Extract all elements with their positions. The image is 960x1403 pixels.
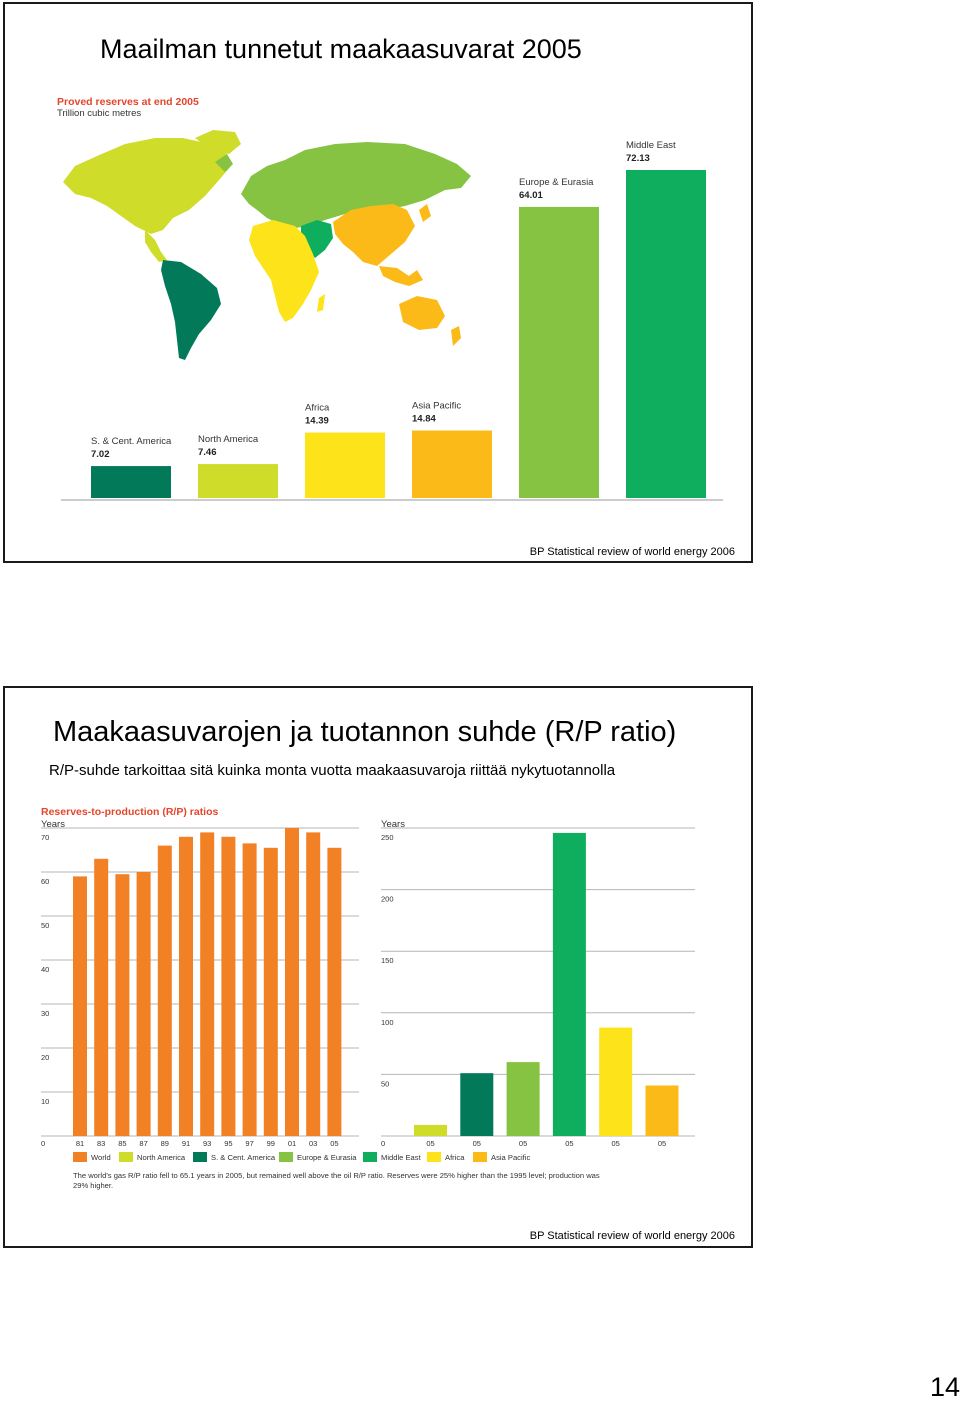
slide-title: Maailman tunnetut maakaasuvarat 2005 xyxy=(100,34,582,64)
x-tick-label: 97 xyxy=(245,1139,254,1148)
y-tick-label: 150 xyxy=(381,956,394,966)
slide-reserves xyxy=(3,2,753,563)
bar xyxy=(264,848,278,1136)
bar xyxy=(306,832,320,1136)
x-tick-label: 89 xyxy=(160,1139,169,1148)
x-tick-label: 05 xyxy=(518,1139,528,1148)
bar xyxy=(412,431,492,498)
legend-swatch xyxy=(119,1152,133,1162)
y-tick-label: 100 xyxy=(381,1017,394,1027)
y-tick-label: 70 xyxy=(41,833,50,842)
reserves-chart xyxy=(5,4,751,529)
bar xyxy=(221,837,235,1136)
y-tick-label: 200 xyxy=(381,894,394,904)
value-label: 14.84 xyxy=(412,413,436,425)
y-tick-label: 0 xyxy=(381,1139,386,1148)
bar xyxy=(179,837,193,1136)
legend-swatch xyxy=(279,1152,293,1162)
page-number: 14 xyxy=(930,1372,960,1402)
left-axis-label: Years xyxy=(41,819,65,830)
legend-label: Europe & Eurasia xyxy=(297,1153,357,1162)
x-tick-label: 99 xyxy=(266,1139,275,1148)
value-label: 7.46 xyxy=(198,447,217,459)
bar xyxy=(460,1073,493,1136)
category-label: S. & Cent. America xyxy=(91,436,172,448)
x-tick-label: 95 xyxy=(224,1139,233,1148)
x-tick-label: 85 xyxy=(118,1139,127,1148)
bar xyxy=(158,846,172,1136)
bar xyxy=(519,207,599,498)
legend-swatch xyxy=(193,1152,207,1162)
world-map-image xyxy=(63,130,471,360)
x-tick-label: 93 xyxy=(203,1139,212,1148)
bar xyxy=(599,1028,632,1136)
chart-title: Reserves-to-production (R/P) ratios xyxy=(41,806,219,818)
chart-title: Proved reserves at end 2005 xyxy=(57,96,199,108)
x-tick-label: 01 xyxy=(287,1139,297,1148)
y-tick-label: 50 xyxy=(381,1079,390,1089)
x-tick-label: 91 xyxy=(181,1139,191,1148)
category-label: Middle East xyxy=(626,140,676,151)
y-tick-label: 30 xyxy=(41,1009,50,1018)
y-tick-label: 10 xyxy=(41,1097,50,1106)
x-tick-label: 05 xyxy=(472,1139,481,1148)
y-tick-label: 40 xyxy=(41,965,50,974)
slide-subtitle: R/P-suhde tarkoittaa sitä kuinka monta vuotta maakaasuvaroja riittää nykytuotannolla xyxy=(49,762,616,779)
category-label: Asia Pacific xyxy=(412,400,462,412)
world-bars xyxy=(73,828,341,1136)
value-label: 72.13 xyxy=(626,153,650,164)
category-label: Europe & Eurasia xyxy=(519,176,594,188)
source-note: BP Statistical review of world energy 2006 xyxy=(529,1230,735,1242)
legend xyxy=(73,1152,530,1162)
x-tick-label: 87 xyxy=(139,1139,148,1148)
bar xyxy=(243,843,257,1136)
right-axis-label: Years xyxy=(381,819,405,830)
x-tick-label: 05 xyxy=(330,1139,339,1148)
region-bars xyxy=(414,833,679,1136)
bar xyxy=(94,859,108,1136)
y-tick-label: 0 xyxy=(41,1139,46,1148)
y-tick-label: 50 xyxy=(41,921,50,930)
legend-label: S. & Cent. America xyxy=(211,1153,276,1162)
legend-swatch xyxy=(473,1152,487,1162)
x-tick-label: 05 xyxy=(611,1139,620,1148)
legend-label: North America xyxy=(137,1153,186,1162)
x-tick-label: 05 xyxy=(657,1139,667,1148)
value-label: 7.02 xyxy=(91,449,110,461)
legend-swatch xyxy=(427,1152,441,1162)
category-label: Africa xyxy=(305,402,330,414)
right-x-ticks xyxy=(426,1139,666,1148)
left-x-ticks xyxy=(76,1139,339,1148)
bar xyxy=(305,433,385,498)
legend-label: Middle East xyxy=(381,1153,421,1162)
bar xyxy=(414,1125,447,1136)
bar xyxy=(137,872,151,1136)
bar xyxy=(327,848,341,1136)
bar xyxy=(91,466,171,498)
value-label: 64.01 xyxy=(519,189,543,201)
x-tick-label: 05 xyxy=(426,1139,435,1148)
y-tick-label: 20 xyxy=(41,1053,50,1062)
y-tick-label: 250 xyxy=(381,833,394,842)
legend-label: Africa xyxy=(445,1153,465,1162)
chart-note-line-2: 29% higher. xyxy=(73,1181,114,1190)
x-tick-label: 81 xyxy=(75,1139,85,1148)
legend-label: Asia Pacific xyxy=(491,1153,531,1162)
legend-swatch xyxy=(73,1152,87,1162)
bar xyxy=(507,1062,540,1136)
chart-note-line-1: The world's gas R/P ratio fell to 65.1 years in 2005, but remained well above the oil R/P ratio. Reserves were 25% higher than the 1995 level; production was xyxy=(73,1171,600,1180)
slide-title: Maakaasuvarojen ja tuotannon suhde (R/P ratio) xyxy=(53,716,677,748)
legend-swatch xyxy=(363,1152,377,1162)
y-tick-label: 60 xyxy=(41,877,50,886)
bar xyxy=(626,170,706,498)
x-tick-label: 03 xyxy=(309,1139,318,1148)
bar xyxy=(646,1085,679,1136)
slide-rp-ratio xyxy=(3,686,753,1248)
x-tick-label: 83 xyxy=(97,1139,106,1148)
bar xyxy=(200,832,214,1136)
source-note: BP Statistical review of world energy 2006 xyxy=(529,546,735,558)
chart-subtitle: Trillion cubic metres xyxy=(57,108,142,119)
value-label: 14.39 xyxy=(305,415,329,427)
legend-label: World xyxy=(91,1153,111,1162)
rp-ratio-chart xyxy=(5,688,751,1208)
bar xyxy=(553,833,586,1136)
bar xyxy=(115,874,129,1136)
bar xyxy=(73,876,87,1136)
bar xyxy=(285,828,299,1136)
x-tick-label: 05 xyxy=(565,1139,574,1148)
bar xyxy=(198,464,278,498)
category-label: North America xyxy=(198,434,259,446)
